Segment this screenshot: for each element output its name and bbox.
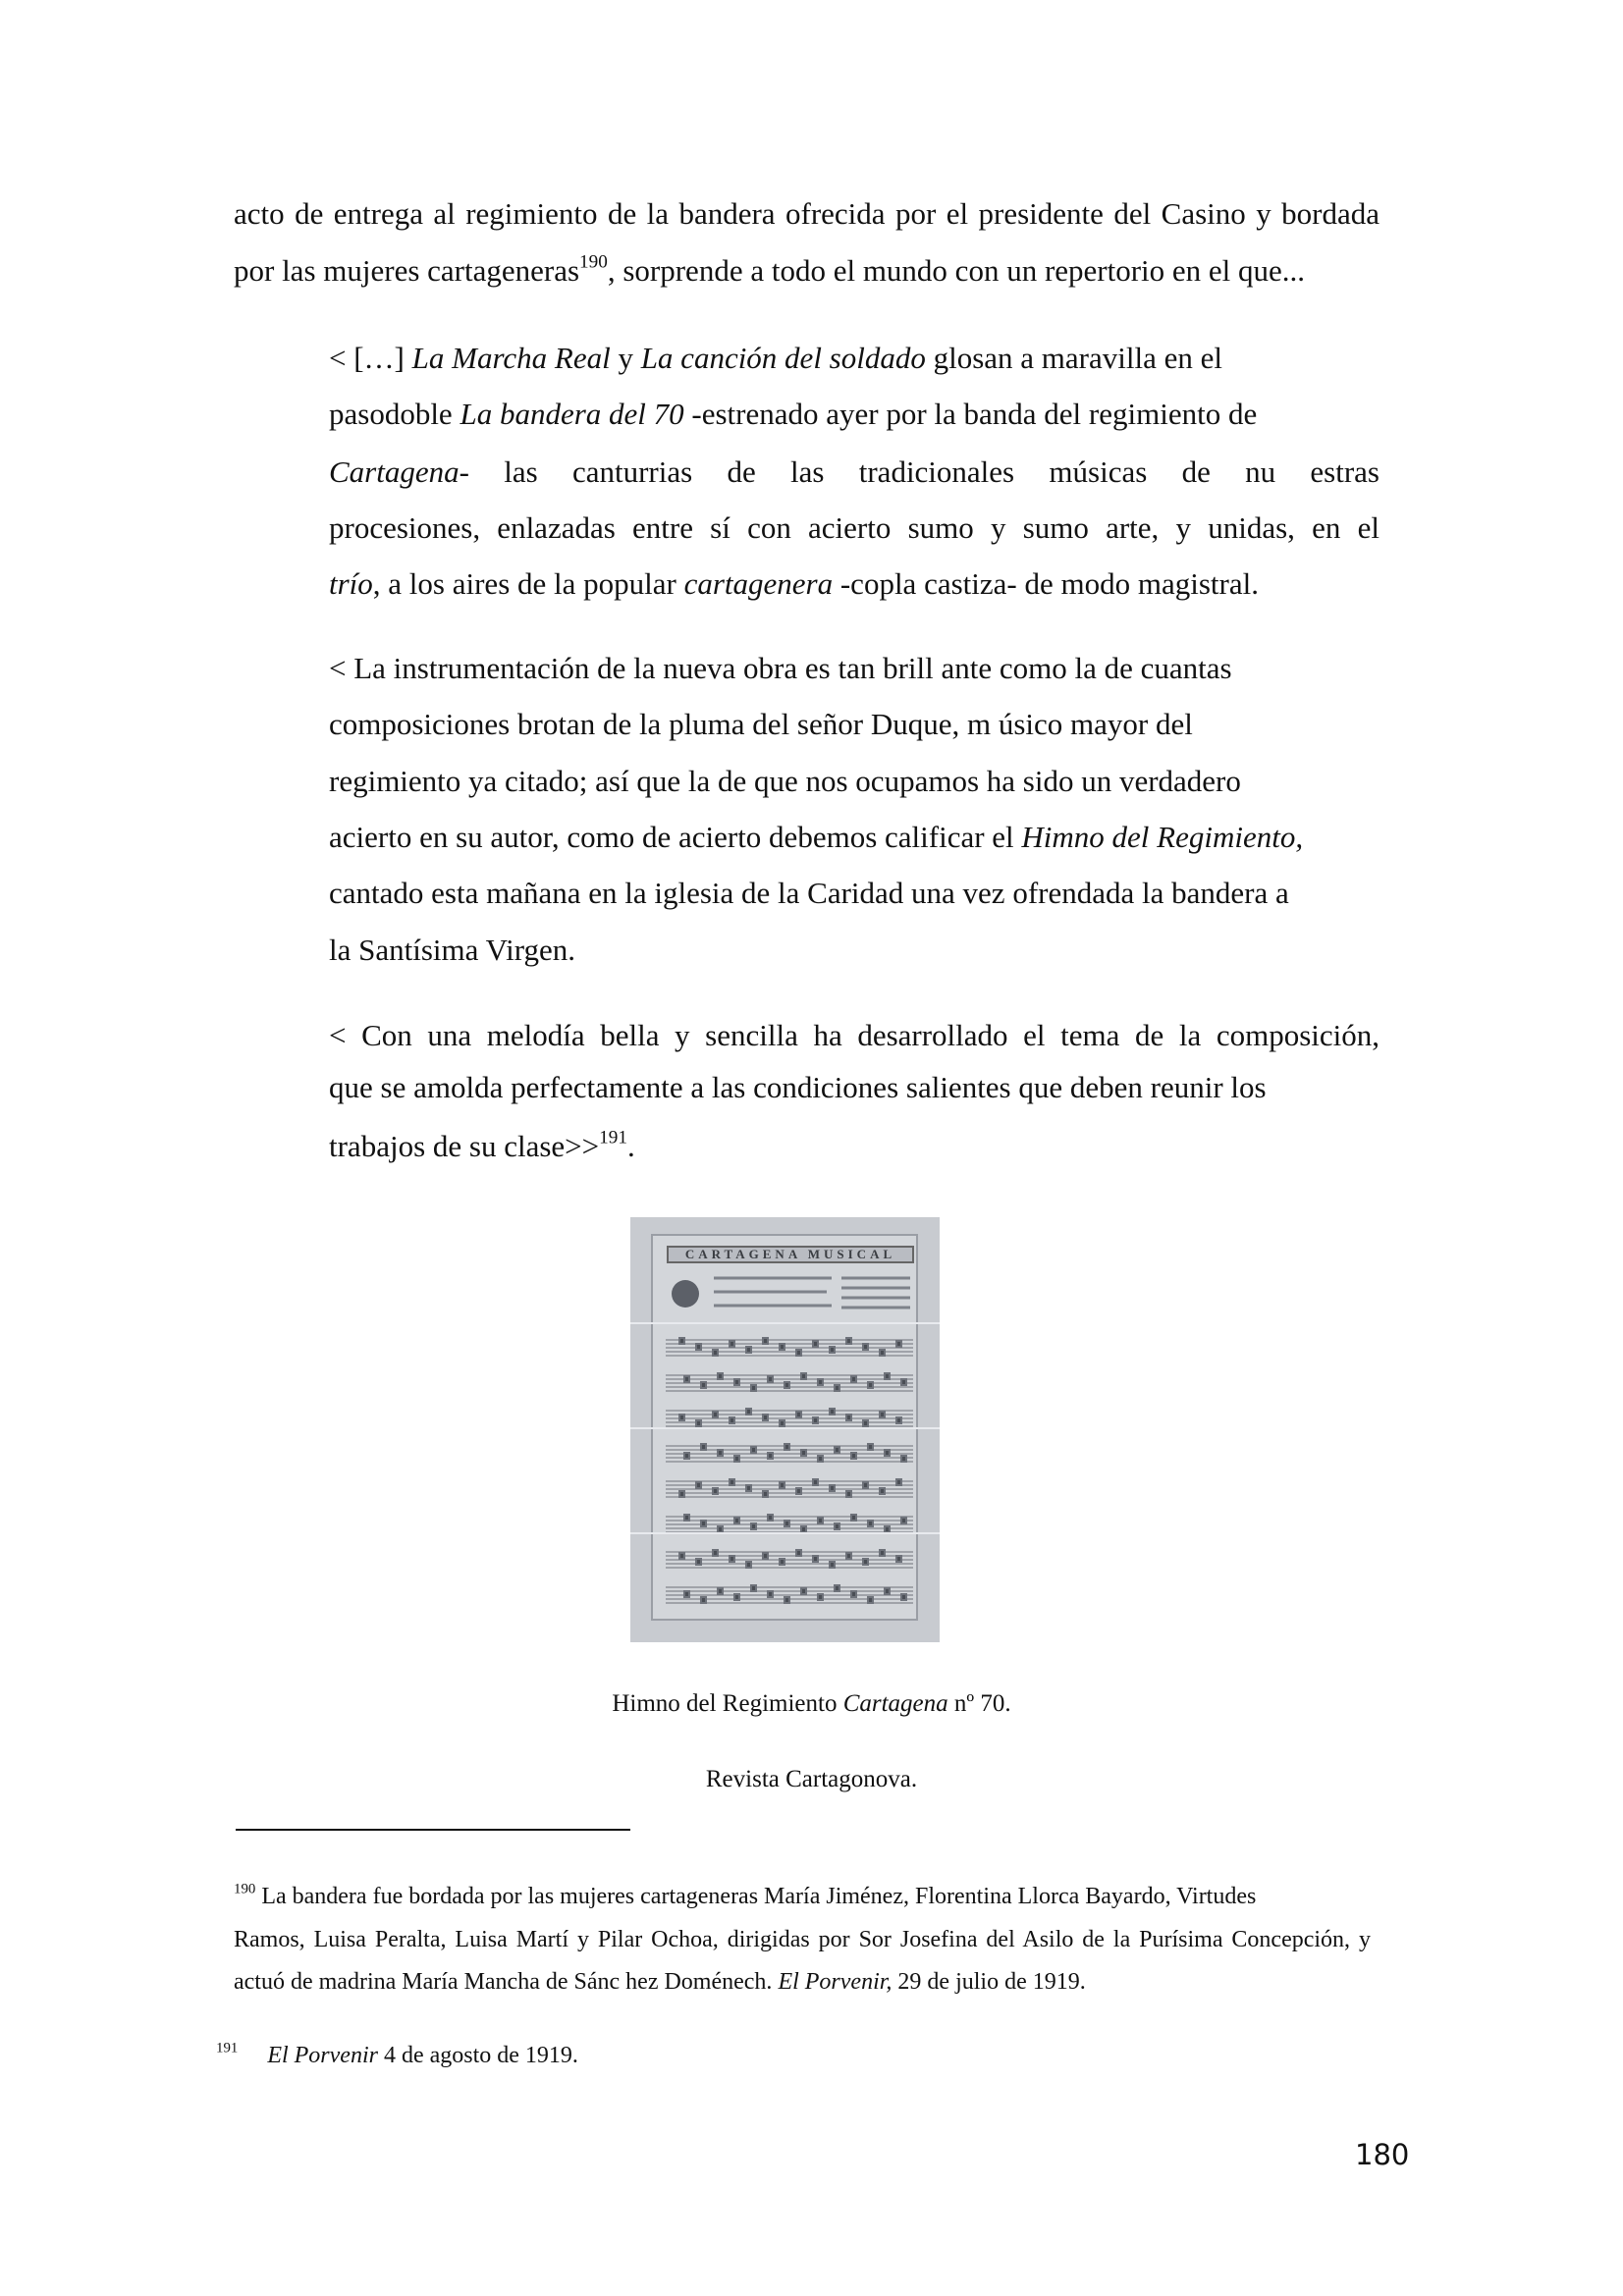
note-mark [818,1456,823,1462]
note-mark [896,1341,901,1347]
note-mark [868,1382,873,1388]
note-mark [784,1521,789,1526]
note-mark [701,1382,706,1388]
quote-line [329,1018,1380,1053]
text-run [238,2043,267,2068]
caption-line [0,1689,1623,1719]
note-mark [768,1515,773,1521]
note-mark [780,1559,784,1565]
note-mark [846,1338,851,1344]
italic-text: La bandera del 70 [460,397,684,431]
note-mark [901,1518,906,1523]
quote-line [329,764,1380,799]
note-mark [885,1526,890,1532]
italic-text: cartagenera [683,566,834,601]
text-line [234,196,1380,232]
quote-line [329,651,1380,686]
text-run: . [626,1129,635,1163]
note-mark [813,1479,818,1485]
note-mark [813,1417,818,1423]
note-mark [813,1341,818,1347]
italic-text: Cartagena [842,1690,948,1717]
note-mark [851,1453,856,1459]
quote-line [329,876,1380,911]
note-mark [784,1444,789,1450]
footnote-reference: 190 [234,1881,256,1897]
note-mark [863,1482,868,1488]
note-mark [684,1453,689,1459]
note-mark [868,1521,873,1526]
note-mark [746,1485,751,1491]
page-number: 180 [1355,2138,1410,2171]
note-mark [751,1523,756,1529]
italic-text: El Porvenir [267,2043,378,2068]
note-mark [679,1415,684,1420]
footnote-reference: 191 [216,2040,239,2056]
note-mark [830,1485,835,1491]
note-mark [696,1559,701,1565]
text-run: Himno del Regimiento [612,1690,843,1717]
note-mark [880,1488,885,1494]
note-mark [835,1585,839,1591]
note-mark [796,1350,801,1356]
note-mark [751,1447,756,1453]
note-mark [746,1409,751,1415]
note-mark [863,1559,868,1565]
note-mark [880,1412,885,1417]
note-mark [830,1409,835,1415]
text-run: 29 de julio de 1919. [892,1969,1086,1995]
text-run: -copla castiza- de modo magistral. [833,566,1259,601]
note-mark [718,1588,723,1594]
note-mark [846,1415,851,1420]
note-mark [868,1444,873,1450]
note-mark [768,1453,773,1459]
note-mark [801,1450,806,1456]
text-run: -estrenado ayer por la banda del regimiento de [683,397,1258,431]
note-mark [801,1588,806,1594]
footnote-line [216,2042,578,2069]
note-mark [885,1373,890,1379]
note-mark [713,1550,718,1556]
text-run: < Con una melodía bella y sencilla ha desarrollado el tema de la composición, [329,1018,1380,1052]
footnote-separator [236,1829,630,1831]
note-mark [801,1373,806,1379]
note-mark [796,1412,801,1417]
note-mark [868,1597,873,1603]
note-mark [880,1350,885,1356]
note-mark [780,1344,784,1350]
note-mark [730,1479,734,1485]
note-mark [863,1420,868,1426]
note-mark [679,1491,684,1497]
note-mark [701,1521,706,1526]
note-mark [696,1420,701,1426]
note-mark [696,1482,701,1488]
text-run: Ramos, Luisa Peralta, Luisa Martí y Pilar Ochoa, dirigidas por Sor Josefina del Asilo de la Purísima Concepción, y [234,1927,1371,1952]
caption-line [0,1765,1623,1794]
text-run: acierto en su autor, como de acierto debemos calificar el [329,820,1022,854]
text-run: - las canturrias de las tradicionales músicas de nu estras [459,454,1380,489]
note-mark [701,1597,706,1603]
note-mark [763,1491,768,1497]
note-mark [784,1597,789,1603]
note-mark [835,1447,839,1453]
note-mark [896,1556,901,1562]
note-mark [734,1456,739,1462]
note-mark [718,1450,723,1456]
note-mark [830,1562,835,1568]
note-mark [846,1553,851,1559]
note-mark [746,1347,751,1353]
note-mark [751,1385,756,1391]
footnote-line [234,1926,1371,1953]
note-mark [846,1491,851,1497]
text-run: trabajos de su clase>> [329,1129,600,1163]
note-mark [818,1594,823,1600]
figure-image-hymn-score [630,1217,940,1642]
note-mark [701,1444,706,1450]
text-run: composiciones brotan de la pluma del señor Duque, m úsico mayor del [329,707,1193,741]
quote-line [329,397,1380,432]
quote-line [329,707,1380,742]
note-mark [851,1376,856,1382]
note-mark [768,1591,773,1597]
note-mark [880,1550,885,1556]
note-mark [835,1385,839,1391]
note-mark [780,1420,784,1426]
text-run: 4 de agosto de 1919. [377,2043,578,2068]
note-mark [746,1562,751,1568]
note-mark [679,1338,684,1344]
quote-line [329,1070,1380,1105]
text-run: regimiento ya citado; así que la de que nos ocupamos ha sido un verdadero [329,764,1241,798]
note-mark [818,1379,823,1385]
figure-masthead: CARTAGENA MUSICAL [684,1247,896,1261]
note-mark [901,1379,906,1385]
quote-line [329,510,1380,546]
note-mark [863,1344,868,1350]
sheet-music-image [630,1217,940,1642]
note-mark [851,1591,856,1597]
text-run: < La instrumentación de la nueva obra es tan brill ante como la de cuantas [329,651,1232,685]
note-mark [713,1488,718,1494]
note-mark [718,1373,723,1379]
note-mark [696,1344,701,1350]
note-mark [818,1518,823,1523]
italic-text: La Marcha Real [411,341,611,375]
note-mark [885,1450,890,1456]
text-run: actuó de madrina María Mancha de Sánc hez Doménech. [234,1969,779,1995]
note-mark [896,1479,901,1485]
note-mark [763,1553,768,1559]
footnote-line [234,1883,1256,1910]
italic-text: trío [329,566,373,601]
text-run: procesiones, enlazadas entre sí con acierto sumo y sumo arte, y unidas, en el [329,510,1380,545]
footnote-line [234,1968,1086,1996]
note-mark [901,1456,906,1462]
note-mark [851,1515,856,1521]
text-run: la Santísima Virgen. [329,933,575,967]
text-run: nº 70. [947,1690,1011,1717]
note-mark [896,1417,901,1423]
note-mark [734,1518,739,1523]
quote-line [329,933,1380,968]
note-mark [780,1482,784,1488]
text-run: por las mujeres cartageneras [234,253,580,288]
italic-text: La canción del soldado [640,341,926,375]
note-mark [684,1376,689,1382]
text-run: y [610,341,641,375]
text-run: glosan a maravilla en el [925,341,1222,375]
footnote-reference: 191 [599,1127,627,1148]
italic-text: Himno del Regimiento, [1021,820,1304,854]
text-run: acto de entrega al regimiento de la bandera ofrecida por el presidente del Casino y bordada [234,196,1380,231]
text-run: pasodoble [329,397,460,431]
note-mark [684,1515,689,1521]
note-mark [801,1526,806,1532]
footnote-reference: 190 [579,251,608,273]
text-run: La bandera fue bordada por las mujeres cartageneras María Jiménez, Florentina Llorca Bayardo, Virtudes [255,1884,1257,1909]
note-mark [768,1376,773,1382]
note-mark [901,1594,906,1600]
text-run: , sorprende a todo el mundo con un repertorio en el que... [607,253,1306,288]
note-mark [796,1488,801,1494]
quote-line [329,820,1380,855]
text-run: Revista Cartagonova. [705,1766,918,1792]
note-mark [751,1585,756,1591]
italic-text: El Porvenir, [778,1969,893,1995]
note-mark [713,1350,718,1356]
text-run: que se amolda perfectamente a las condiciones salientes que deben reunir los [329,1070,1267,1104]
note-mark [763,1338,768,1344]
note-mark [763,1415,768,1420]
note-mark [835,1523,839,1529]
note-mark [730,1417,734,1423]
note-mark [730,1556,734,1562]
note-mark [813,1556,818,1562]
text-run: cantado esta mañana en la iglesia de la Caridad una vez ofrendada la bandera a [329,876,1289,910]
quote-line [329,454,1380,490]
note-mark [885,1588,890,1594]
note-mark [734,1594,739,1600]
quote-line [329,341,1380,376]
note-mark [830,1347,835,1353]
note-mark [718,1526,723,1532]
note-mark [796,1550,801,1556]
quote-line [329,1129,1380,1164]
note-mark [730,1341,734,1347]
text-run: , a los aires de la popular [372,566,684,601]
text-run: < […] [329,341,412,375]
note-mark [713,1412,718,1417]
text-line [234,253,1380,289]
note-mark [734,1379,739,1385]
italic-text: Cartagena [329,454,460,489]
quote-line [329,566,1380,602]
note-mark [679,1553,684,1559]
note-mark [684,1591,689,1597]
note-mark [784,1382,789,1388]
